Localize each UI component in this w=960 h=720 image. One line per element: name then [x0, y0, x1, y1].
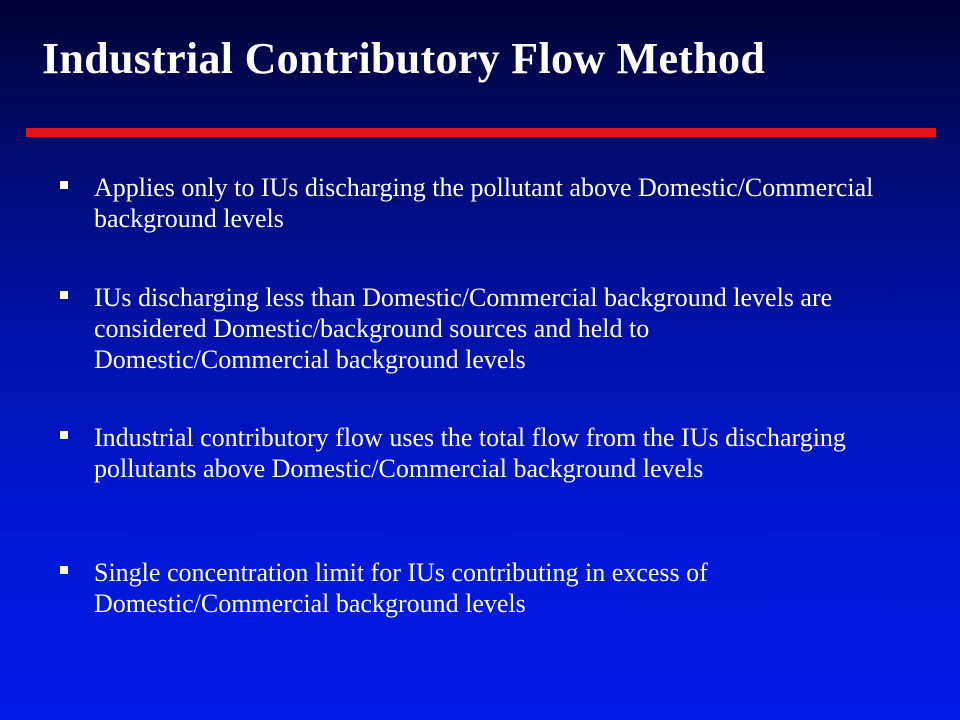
bullet-item: [60, 557, 890, 619]
square-bullet-icon: [60, 181, 68, 189]
bullet-text: Industrial contributory flow uses the total flow from the IUs discharging pollutants above Domestic/Commercial background levels: [94, 423, 846, 483]
square-bullet-icon: [60, 431, 68, 439]
bullet-text: Single concentration limit for IUs contributing in excess of Domestic/Commercial background levels: [94, 558, 708, 618]
bullet-text: IUs discharging less than Domestic/Commercial background levels are considered Domestic/background sources and held to Domestic/Commercial background levels: [94, 283, 833, 374]
square-bullet-icon: [60, 291, 68, 299]
bullet-item: [60, 172, 890, 234]
bullet-text: Applies only to IUs discharging the pollutant above Domestic/Commercial background levels: [94, 173, 874, 233]
square-bullet-icon: [60, 566, 68, 574]
title-underline-rule: [26, 128, 936, 137]
bullet-item: [60, 422, 890, 484]
bullet-item: [60, 282, 890, 375]
slide-title: Industrial Contributory Flow Method: [42, 34, 766, 83]
